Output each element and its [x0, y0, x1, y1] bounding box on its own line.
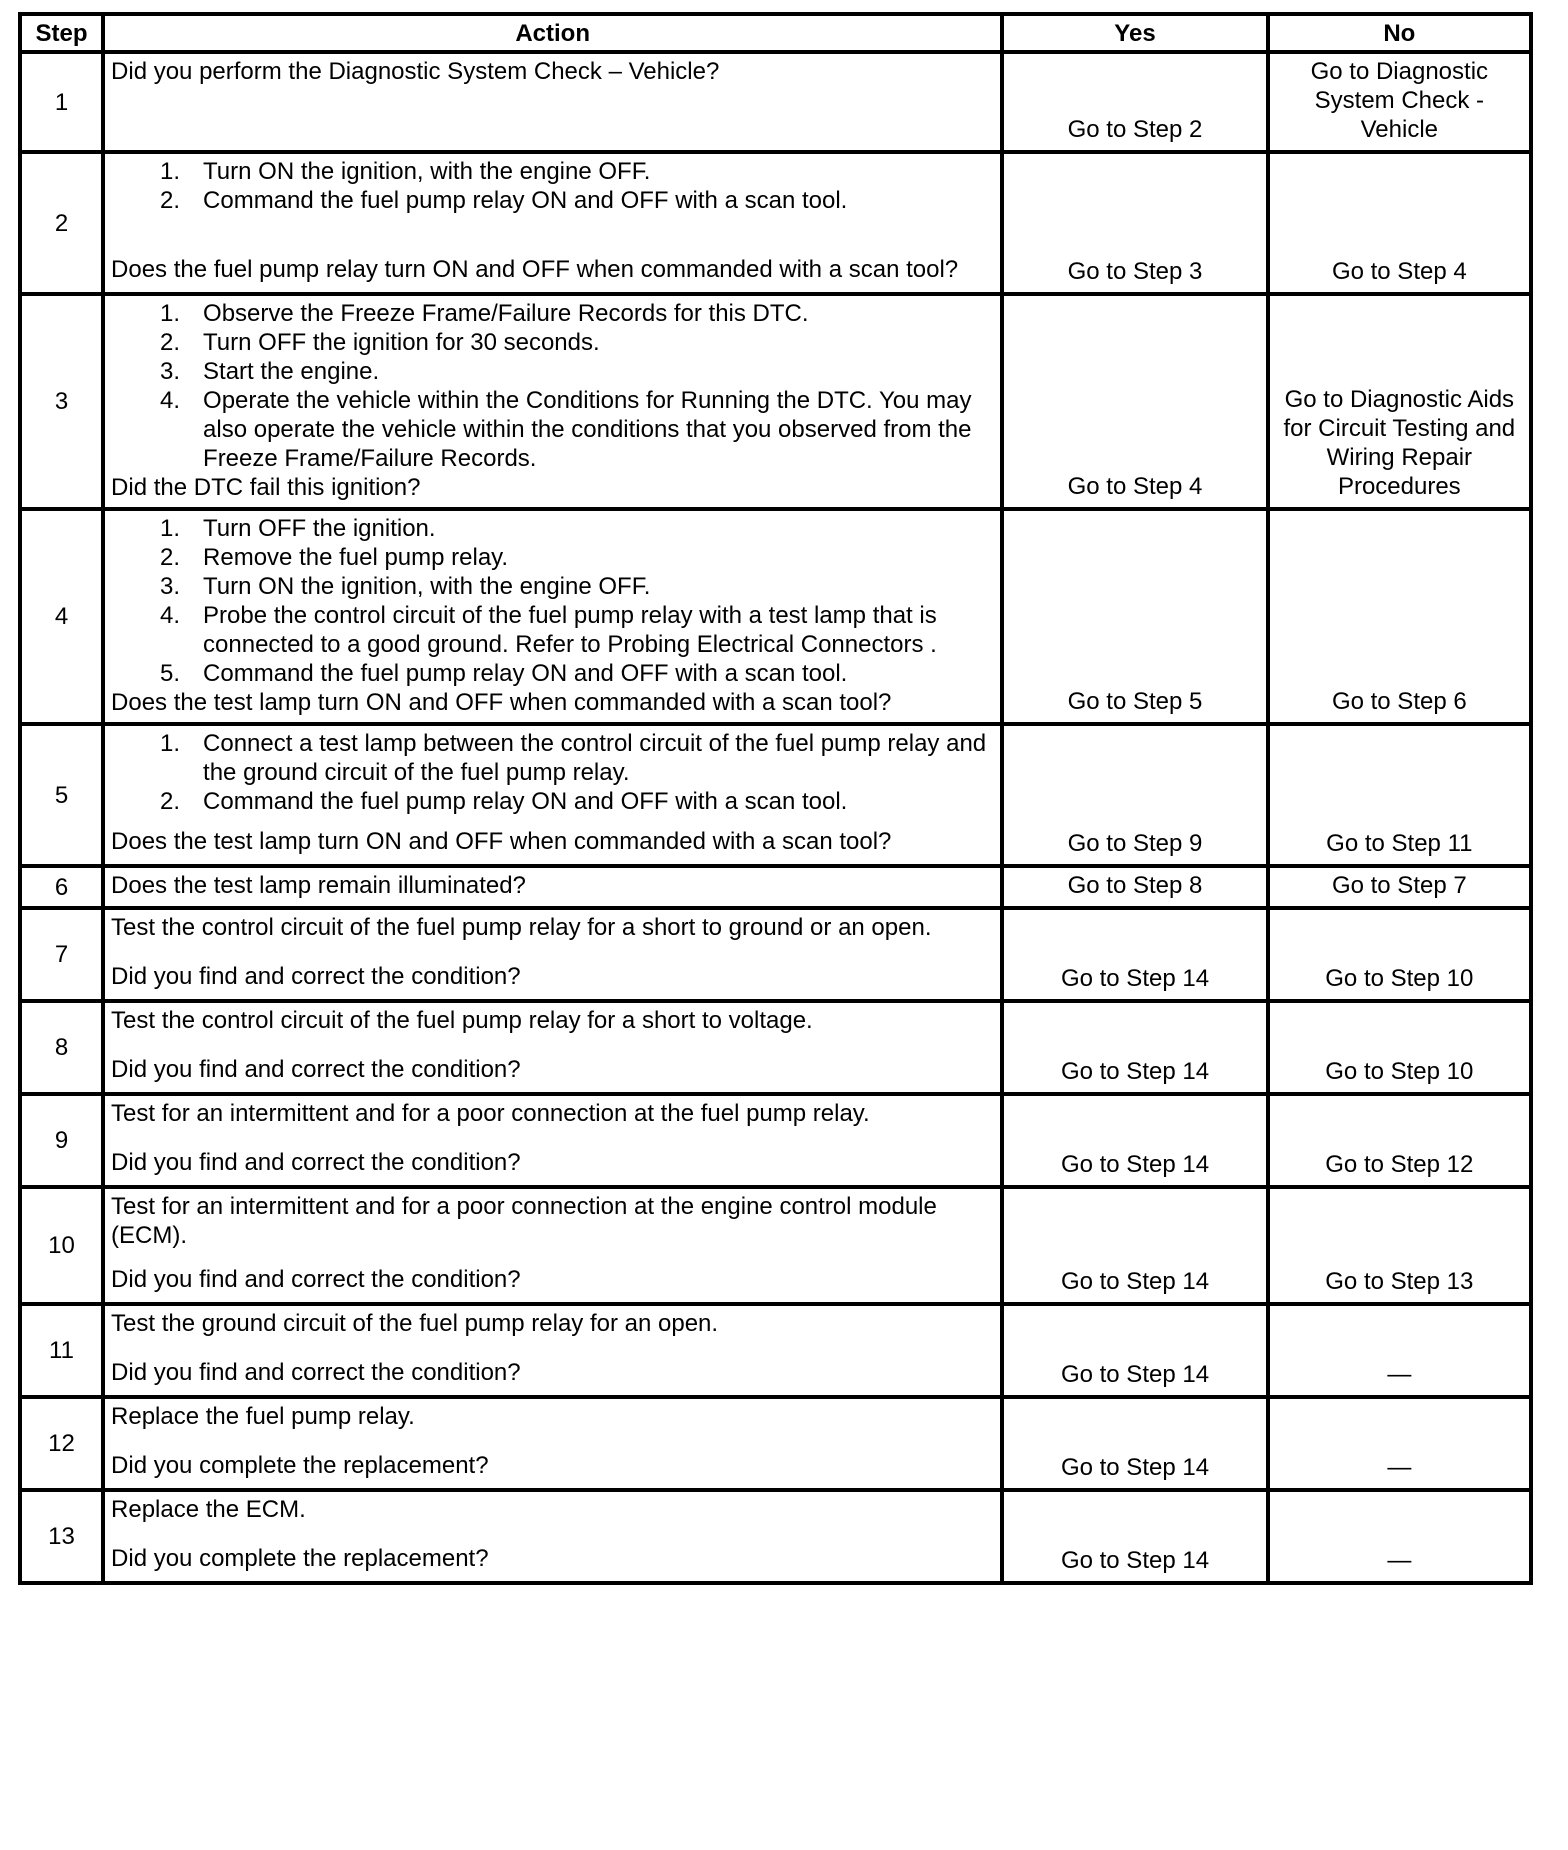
action-step-text: Turn OFF the ignition. [203, 515, 436, 542]
action-step-item [111, 186, 996, 215]
action-question: Did you perform the Diagnostic System Check – Vehicle? [111, 58, 720, 85]
step-number: 2 [20, 152, 103, 294]
action-instruction: Test for an intermittent and for a poor connection at the fuel pump relay. [111, 1100, 870, 1127]
action-instruction: Replace the fuel pump relay. [111, 1403, 415, 1430]
action-cell [103, 1001, 1002, 1094]
action-step-number: 1. [160, 158, 181, 185]
action-instruction: Test the control circuit of the fuel pump relay for a short to ground or an open. [111, 914, 932, 941]
action-cell [103, 1094, 1002, 1187]
no-result: — [1268, 1397, 1531, 1490]
action-question: Did you find and correct the condition? [111, 1149, 521, 1176]
action-step-item [111, 299, 996, 328]
action-step-text: Command the fuel pump relay ON and OFF with a scan tool. [203, 187, 848, 214]
no-result: Go to Diagnostic System Check - Vehicle [1268, 52, 1531, 152]
action-cell [103, 1187, 1002, 1304]
action-question: Does the fuel pump relay turn ON and OFF when commanded with a scan tool? [111, 256, 959, 283]
diagnostic-document [18, 12, 1533, 1585]
header-no: No [1268, 14, 1531, 52]
action-step-text: Turn ON the ignition, with the engine OFF. [203, 158, 651, 185]
action-step-number: 1. [160, 300, 181, 327]
step-number: 9 [20, 1094, 103, 1187]
action-step-item [111, 572, 996, 601]
action-step-list [111, 514, 996, 688]
yes-result: Go to Step 14 [1002, 1187, 1267, 1304]
table-row [20, 294, 1531, 509]
action-step-number: 2. [160, 187, 181, 214]
action-step-list [111, 299, 996, 473]
step-number: 8 [20, 1001, 103, 1094]
table-header-row [20, 14, 1531, 52]
no-result: Go to Step 12 [1268, 1094, 1531, 1187]
table-row [20, 1490, 1531, 1583]
step-number: 13 [20, 1490, 103, 1583]
yes-result: Go to Step 2 [1002, 52, 1267, 152]
action-step-item [111, 328, 996, 357]
action-step-item [111, 514, 996, 543]
action-step-item [111, 386, 996, 473]
table-row [20, 1001, 1531, 1094]
no-result: Go to Step 10 [1268, 1001, 1531, 1094]
action-step-text: Operate the vehicle within the Conditions for Running the DTC. You may also operate the vehicle within the conditions that you observed from the Freeze Frame/Failure Records. [203, 387, 972, 472]
action-step-number: 1. [160, 730, 181, 757]
action-step-item [111, 543, 996, 572]
action-cell [103, 294, 1002, 509]
action-step-text: Probe the control circuit of the fuel pump relay with a test lamp that is connected to a good ground. Refer to Probing Electrical Connectors . [203, 602, 937, 658]
action-step-number: 4. [160, 602, 181, 629]
diagnostic-table [18, 12, 1533, 1585]
table-row [20, 1187, 1531, 1304]
no-result: — [1268, 1490, 1531, 1583]
action-cell [103, 908, 1002, 1001]
action-question: Does the test lamp turn ON and OFF when commanded with a scan tool? [111, 828, 892, 855]
header-action: Action [103, 14, 1002, 52]
yes-result: Go to Step 14 [1002, 1490, 1267, 1583]
action-cell [103, 1490, 1002, 1583]
yes-result: Go to Step 8 [1002, 866, 1267, 908]
action-instruction: Test the control circuit of the fuel pump relay for a short to voltage. [111, 1007, 813, 1034]
step-number: 4 [20, 509, 103, 724]
action-step-text: Turn ON the ignition, with the engine OFF. [203, 573, 651, 600]
action-instruction: Replace the ECM. [111, 1496, 306, 1523]
table-body [20, 52, 1531, 1583]
action-step-text: Connect a test lamp between the control circuit of the fuel pump relay and the ground circuit of the fuel pump relay. [203, 730, 987, 786]
step-number: 11 [20, 1304, 103, 1397]
action-question: Does the test lamp turn ON and OFF when commanded with a scan tool? [111, 689, 892, 716]
header-step: Step [20, 14, 103, 52]
yes-result: Go to Step 14 [1002, 1304, 1267, 1397]
action-step-item [111, 659, 996, 688]
yes-result: Go to Step 14 [1002, 1397, 1267, 1490]
action-step-number: 5. [160, 660, 181, 687]
no-result: Go to Step 11 [1268, 724, 1531, 866]
no-result: Go to Step 10 [1268, 908, 1531, 1001]
action-cell [103, 52, 1002, 152]
table-row [20, 724, 1531, 866]
action-instruction: Test for an intermittent and for a poor connection at the engine control module (ECM). [111, 1193, 937, 1249]
action-cell [103, 509, 1002, 724]
table-row [20, 866, 1531, 908]
step-number: 6 [20, 866, 103, 908]
yes-result: Go to Step 4 [1002, 294, 1267, 509]
action-step-list [111, 157, 996, 215]
action-step-item [111, 601, 996, 659]
table-row [20, 52, 1531, 152]
action-step-number: 3. [160, 358, 181, 385]
no-result: Go to Step 6 [1268, 509, 1531, 724]
action-step-text: Remove the fuel pump relay. [203, 544, 509, 571]
step-number: 3 [20, 294, 103, 509]
table-row [20, 908, 1531, 1001]
action-step-number: 3. [160, 573, 181, 600]
yes-result: Go to Step 3 [1002, 152, 1267, 294]
action-step-number: 2. [160, 329, 181, 356]
no-result: — [1268, 1304, 1531, 1397]
header-yes: Yes [1002, 14, 1267, 52]
action-step-list [111, 729, 996, 816]
action-cell [103, 866, 1002, 908]
table-row [20, 1397, 1531, 1490]
action-question: Does the test lamp remain illuminated? [111, 872, 526, 899]
action-cell [103, 1397, 1002, 1490]
no-result: Go to Step 7 [1268, 866, 1531, 908]
action-cell [103, 152, 1002, 294]
yes-result: Go to Step 5 [1002, 509, 1267, 724]
step-number: 7 [20, 908, 103, 1001]
action-step-text: Command the fuel pump relay ON and OFF with a scan tool. [203, 660, 848, 687]
table-row [20, 1094, 1531, 1187]
action-question: Did you find and correct the condition? [111, 1056, 521, 1083]
yes-result: Go to Step 9 [1002, 724, 1267, 866]
action-step-text: Turn OFF the ignition for 30 seconds. [203, 329, 600, 356]
yes-result: Go to Step 14 [1002, 908, 1267, 1001]
action-step-item [111, 157, 996, 186]
yes-result: Go to Step 14 [1002, 1001, 1267, 1094]
action-step-number: 4. [160, 387, 181, 414]
step-number: 5 [20, 724, 103, 866]
action-step-text: Observe the Freeze Frame/Failure Records for this DTC. [203, 300, 809, 327]
table-row [20, 152, 1531, 294]
yes-result: Go to Step 14 [1002, 1094, 1267, 1187]
action-cell [103, 724, 1002, 866]
action-step-item [111, 787, 996, 816]
no-result: Go to Step 13 [1268, 1187, 1531, 1304]
action-step-number: 1. [160, 515, 181, 542]
action-question: Did the DTC fail this ignition? [111, 474, 421, 501]
step-number: 1 [20, 52, 103, 152]
no-result: Go to Step 4 [1268, 152, 1531, 294]
action-instruction: Test the ground circuit of the fuel pump relay for an open. [111, 1310, 719, 1337]
action-question: Did you complete the replacement? [111, 1452, 489, 1479]
action-question: Did you find and correct the condition? [111, 1266, 521, 1293]
table-row [20, 509, 1531, 724]
no-result: Go to Diagnostic Aids for Circuit Testing and Wiring Repair Procedures [1268, 294, 1531, 509]
action-step-item [111, 357, 996, 386]
action-question: Did you find and correct the condition? [111, 963, 521, 990]
action-step-item [111, 729, 996, 787]
action-question: Did you find and correct the condition? [111, 1359, 521, 1386]
action-step-number: 2. [160, 788, 181, 815]
action-cell [103, 1304, 1002, 1397]
action-step-text: Command the fuel pump relay ON and OFF with a scan tool. [203, 788, 848, 815]
action-question: Did you complete the replacement? [111, 1545, 489, 1572]
action-step-number: 2. [160, 544, 181, 571]
action-step-text: Start the engine. [203, 358, 380, 385]
step-number: 10 [20, 1187, 103, 1304]
table-row [20, 1304, 1531, 1397]
step-number: 12 [20, 1397, 103, 1490]
